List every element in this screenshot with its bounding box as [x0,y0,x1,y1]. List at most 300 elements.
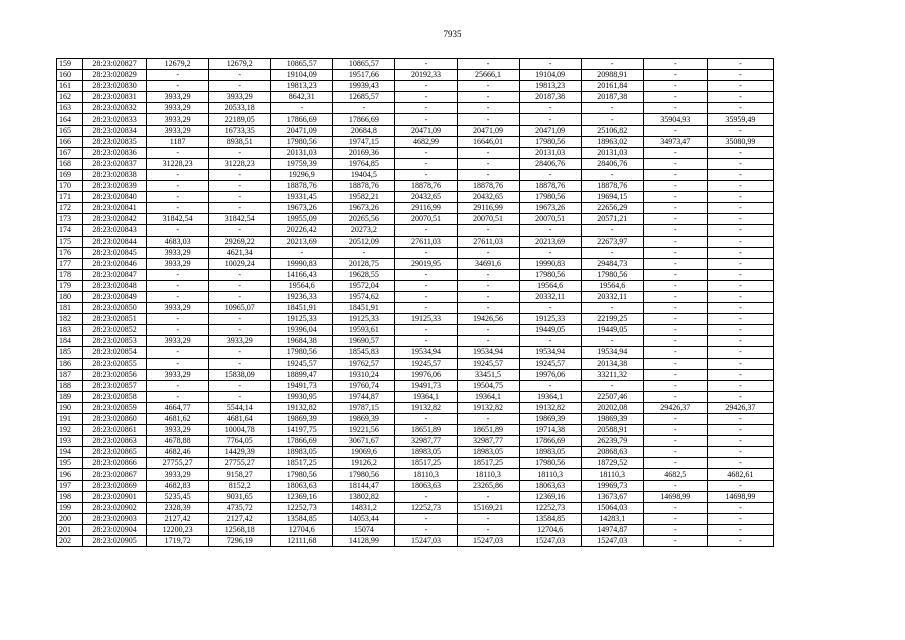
value-cell: 19930,95 [271,391,333,402]
value-cell: - [457,336,519,347]
table-row [57,447,774,458]
value-cell: 17980,56 [519,136,581,147]
value-cell: - [457,325,519,336]
value-cell: - [707,502,773,513]
value-cell: - [707,447,773,458]
table-row [57,236,774,247]
value-cell: - [643,524,707,535]
value-cell: 27755,27 [147,458,209,469]
value-cell: 18878,76 [395,181,457,192]
value-cell: 17980,56 [271,469,333,480]
value-cell: 31842,54 [209,214,271,225]
cadastral-number-cell: 28:23:020857 [83,380,147,391]
value-cell: 19869,39 [519,414,581,425]
value-cell: - [643,92,707,103]
value-cell: 20131,03 [519,147,581,158]
value-cell: 19813,23 [519,81,581,92]
value-cell: 20192,33 [395,70,457,81]
value-cell: - [707,181,773,192]
table-row [57,291,774,302]
row-number-cell: 195 [57,458,83,469]
table-row [57,414,774,425]
value-cell: - [457,59,519,70]
value-cell: - [457,524,519,535]
row-number-cell: 194 [57,447,83,458]
value-cell: 19491,73 [395,380,457,391]
value-cell: 19673,26 [333,203,395,214]
table-row [57,358,774,369]
value-cell: 18144,47 [333,480,395,491]
value-cell: 3933,29 [147,125,209,136]
value-cell: 22189,05 [209,114,271,125]
cadastral-number-cell: 28:23:020848 [83,280,147,291]
value-cell: - [643,269,707,280]
row-number-cell: 176 [57,247,83,258]
value-cell: - [643,81,707,92]
value-cell: - [147,280,209,291]
value-cell: - [707,214,773,225]
value-cell: 12679,2 [147,59,209,70]
table-row [57,169,774,180]
value-cell: - [643,247,707,258]
value-cell: - [395,325,457,336]
value-cell: 19747,15 [333,136,395,147]
value-cell: - [581,247,643,258]
value-cell: 14698,99 [707,491,773,502]
value-cell: - [147,291,209,302]
value-cell: - [707,103,773,114]
value-cell: - [707,303,773,314]
value-cell: 19628,55 [333,269,395,280]
value-cell: 20131,03 [271,147,333,158]
row-number-cell: 199 [57,502,83,513]
value-cell: - [209,314,271,325]
value-cell: 19990,83 [519,258,581,269]
table-row [57,280,774,291]
value-cell: - [707,314,773,325]
value-cell: - [707,158,773,169]
value-cell: 33211,32 [581,369,643,380]
value-cell: - [457,414,519,425]
value-cell: - [457,81,519,92]
value-cell: - [643,458,707,469]
value-cell: 19364,1 [457,391,519,402]
value-cell: 19869,39 [271,414,333,425]
value-cell: 5544,14 [209,402,271,413]
value-cell: - [581,114,643,125]
cadastral-number-cell: 28:23:020851 [83,314,147,325]
value-cell: 4681,64 [209,414,271,425]
value-cell: - [395,247,457,258]
value-cell: 29116,99 [395,203,457,214]
cadastral-number-cell: 28:23:020847 [83,269,147,280]
value-cell: 20169,36 [333,147,395,158]
value-cell: - [643,236,707,247]
value-cell: 20187,38 [519,92,581,103]
cadastral-number-cell: 28:23:020903 [83,513,147,524]
value-cell: 3933,29 [147,114,209,125]
value-cell: 12200,23 [147,524,209,535]
value-cell: - [707,458,773,469]
value-cell: 19690,57 [333,336,395,347]
value-cell: 19331,45 [271,192,333,203]
data-table [56,58,774,547]
value-cell: 29019,95 [395,258,457,269]
value-cell: 15064,03 [581,502,643,513]
value-cell: 12369,16 [519,491,581,502]
value-cell: - [707,125,773,136]
value-cell: - [643,480,707,491]
value-cell: 19517,66 [333,70,395,81]
table-row [57,269,774,280]
table-row [57,59,774,70]
row-number-cell: 187 [57,369,83,380]
value-cell: 25106,82 [581,125,643,136]
cadastral-number-cell: 28:23:020865 [83,447,147,458]
value-cell: 19364,1 [395,391,457,402]
value-cell: - [209,269,271,280]
table-row [57,402,774,413]
value-cell: 17866,69 [519,436,581,447]
value-cell: - [147,181,209,192]
value-cell: 17980,56 [271,347,333,358]
value-cell: - [581,225,643,236]
value-cell: 12111,68 [271,536,333,547]
value-cell: 34973,47 [643,136,707,147]
value-cell: 19132,82 [395,402,457,413]
value-cell: - [707,336,773,347]
value-cell: - [519,247,581,258]
value-cell: - [209,325,271,336]
value-cell: 20213,69 [271,236,333,247]
row-number-cell: 190 [57,402,83,413]
value-cell: 35904,93 [643,114,707,125]
cadastral-number-cell: 28:23:020867 [83,469,147,480]
value-cell: 12704,6 [519,524,581,535]
value-cell: 20471,09 [519,125,581,136]
row-number-cell: 171 [57,192,83,203]
value-cell: 17980,56 [271,136,333,147]
value-cell: - [707,59,773,70]
value-cell: 19449,05 [581,325,643,336]
value-cell: 9031,65 [209,491,271,502]
value-cell: - [643,536,707,547]
value-cell: 17980,56 [519,269,581,280]
value-cell: 18878,76 [519,181,581,192]
value-cell: 20588,91 [581,425,643,436]
table-row [57,458,774,469]
row-number-cell: 182 [57,314,83,325]
value-cell: - [643,436,707,447]
value-cell: - [457,513,519,524]
value-cell: 19396,04 [271,325,333,336]
row-number-cell: 184 [57,336,83,347]
value-cell: - [643,181,707,192]
value-cell: 14429,39 [209,447,271,458]
cadastral-number-cell: 28:23:020840 [83,192,147,203]
value-cell: - [643,103,707,114]
value-cell: 30671,67 [333,436,395,447]
value-cell: 19125,33 [271,314,333,325]
table-row [57,114,774,125]
value-cell: 20070,51 [457,214,519,225]
value-cell: 14698,99 [643,491,707,502]
cadastral-number-cell: 28:23:020838 [83,169,147,180]
table-row [57,92,774,103]
value-cell: - [643,391,707,402]
value-cell: - [147,147,209,158]
value-cell: 22656,29 [581,203,643,214]
cadastral-number-cell: 28:23:020845 [83,247,147,258]
table-row [57,325,774,336]
value-cell: - [581,59,643,70]
value-cell: - [643,502,707,513]
value-cell: - [643,325,707,336]
value-cell: 19364,1 [519,391,581,402]
value-cell: - [707,524,773,535]
value-cell: 3933,29 [147,425,209,436]
cadastral-number-cell: 28:23:020860 [83,414,147,425]
table-row [57,524,774,535]
value-cell: 19572,04 [333,280,395,291]
value-cell: 18063,63 [271,480,333,491]
table-row [57,103,774,114]
value-cell: - [457,269,519,280]
row-number-cell: 193 [57,436,83,447]
value-cell: 18899,47 [271,369,333,380]
value-cell: 10965,07 [209,303,271,314]
value-cell: - [395,291,457,302]
value-cell: 19869,39 [333,414,395,425]
table-row [57,536,774,547]
value-cell: - [147,203,209,214]
value-cell: - [457,147,519,158]
value-cell: 10865,57 [333,59,395,70]
value-cell: - [581,380,643,391]
value-cell: 19714,38 [519,425,581,436]
row-number-cell: 192 [57,425,83,436]
value-cell: 9158,27 [209,469,271,480]
value-cell: - [395,269,457,280]
value-cell: 19869,39 [581,414,643,425]
value-cell: - [395,336,457,347]
value-cell: 19310,24 [333,369,395,380]
value-cell: - [457,103,519,114]
cadastral-number-cell: 28:23:020829 [83,70,147,81]
value-cell: 2127,42 [147,513,209,524]
value-cell: 18983,05 [395,447,457,458]
value-cell: 20512,09 [333,236,395,247]
value-cell: 20131,03 [581,147,643,158]
value-cell: 22673,97 [581,236,643,247]
value-cell: 18517,25 [271,458,333,469]
value-cell: - [519,336,581,347]
value-cell: 12704,6 [271,524,333,535]
value-cell: - [643,59,707,70]
cadastral-number-cell: 28:23:020849 [83,291,147,302]
value-cell: 19245,57 [395,358,457,369]
value-cell: - [147,314,209,325]
value-cell: 17980,56 [519,458,581,469]
value-cell: - [395,303,457,314]
value-cell: - [707,269,773,280]
value-cell: - [395,81,457,92]
value-cell: 20134,38 [581,358,643,369]
value-cell: 20213,69 [519,236,581,247]
value-cell: 18063,63 [519,480,581,491]
table-body [57,59,774,547]
value-cell: - [581,303,643,314]
value-cell: - [643,425,707,436]
value-cell: 19069,6 [333,447,395,458]
value-cell: - [209,225,271,236]
value-cell: - [581,336,643,347]
value-cell: 7296,19 [209,536,271,547]
value-cell: 19574,62 [333,291,395,302]
value-cell: 29484,73 [581,258,643,269]
value-cell: 26239,79 [581,436,643,447]
value-cell: 20432,65 [457,192,519,203]
value-cell: 20202,08 [581,402,643,413]
value-cell: 18651,89 [457,425,519,436]
value-cell: 14197,75 [271,425,333,436]
value-cell: - [643,258,707,269]
value-cell: 18983,05 [457,447,519,458]
value-cell: 15074 [333,524,395,535]
value-cell: - [707,147,773,158]
value-cell: 19684,38 [271,336,333,347]
value-cell: - [643,369,707,380]
row-number-cell: 189 [57,391,83,402]
value-cell: 18110,3 [519,469,581,480]
value-cell: - [395,114,457,125]
value-cell: 17980,56 [581,269,643,280]
value-cell: - [643,280,707,291]
value-cell: 17866,69 [333,114,395,125]
value-cell: - [643,158,707,169]
value-cell: 19534,94 [395,347,457,358]
value-cell: 19534,94 [457,347,519,358]
row-number-cell: 179 [57,280,83,291]
value-cell: 18983,05 [519,447,581,458]
page-number: 7935 [443,29,462,39]
value-cell: - [395,169,457,180]
cadastral-number-cell: 28:23:020837 [83,158,147,169]
value-cell: 3933,29 [147,469,209,480]
value-cell: 18451,91 [333,303,395,314]
row-number-cell: 169 [57,169,83,180]
value-cell: - [707,369,773,380]
value-cell: 18878,76 [333,181,395,192]
value-cell: 20273,2 [333,225,395,236]
table-row [57,369,774,380]
table-row [57,70,774,81]
value-cell: 18545,83 [333,347,395,358]
value-cell: 14128,99 [333,536,395,547]
table-row [57,347,774,358]
value-cell: - [147,325,209,336]
row-number-cell: 181 [57,303,83,314]
value-cell: 13802,82 [333,491,395,502]
value-cell: 3933,29 [147,336,209,347]
value-cell: - [643,380,707,391]
value-cell: - [643,192,707,203]
value-cell: - [707,436,773,447]
value-cell: - [519,380,581,391]
value-cell: 19126,2 [333,458,395,469]
value-cell: 14166,43 [271,269,333,280]
value-cell: 27611,03 [457,236,519,247]
table-row [57,436,774,447]
cadastral-number-cell: 28:23:020833 [83,114,147,125]
value-cell: 14831,2 [333,502,395,513]
table-row [57,192,774,203]
value-cell: - [707,258,773,269]
value-cell: 20988,91 [581,70,643,81]
value-cell: 18110,3 [581,469,643,480]
value-cell: 2328,39 [147,502,209,513]
value-cell: - [457,92,519,103]
value-cell: - [707,192,773,203]
value-cell: - [147,269,209,280]
value-cell: 19673,26 [271,203,333,214]
value-cell: 22507,46 [581,391,643,402]
value-cell: 19787,15 [333,402,395,413]
cadastral-number-cell: 28:23:020839 [83,181,147,192]
value-cell: 20471,09 [271,125,333,136]
value-cell: - [395,158,457,169]
row-number-cell: 161 [57,81,83,92]
cadastral-number-cell: 28:23:020858 [83,391,147,402]
value-cell: - [707,513,773,524]
value-cell: 18878,76 [457,181,519,192]
value-cell: 19564,6 [271,280,333,291]
row-number-cell: 178 [57,269,83,280]
value-cell: 18063,63 [395,480,457,491]
value-cell: - [147,70,209,81]
value-cell: 29269,22 [209,236,271,247]
cadastral-number-cell: 28:23:020863 [83,436,147,447]
value-cell: 15247,03 [519,536,581,547]
cadastral-number-cell: 28:23:020844 [83,236,147,247]
value-cell: 3933,29 [147,92,209,103]
value-cell: 20161,84 [581,81,643,92]
value-cell: 31228,23 [147,158,209,169]
value-cell: 31228,23 [209,158,271,169]
value-cell: - [643,314,707,325]
row-number-cell: 170 [57,181,83,192]
row-number-cell: 183 [57,325,83,336]
value-cell: 4735,72 [209,502,271,513]
value-cell: 15247,03 [457,536,519,547]
value-cell: 31842,54 [147,214,209,225]
cadastral-number-cell: 28:23:020841 [83,203,147,214]
value-cell: - [147,169,209,180]
value-cell: 19990,83 [271,258,333,269]
table-row [57,314,774,325]
row-number-cell: 162 [57,92,83,103]
table-row [57,469,774,480]
cadastral-number-cell: 28:23:020852 [83,325,147,336]
cadastral-number-cell: 28:23:020831 [83,92,147,103]
value-cell: 19744,87 [333,391,395,402]
value-cell: 15169,21 [457,502,519,513]
value-cell: - [519,103,581,114]
value-cell: 4621,34 [209,247,271,258]
value-cell: 2127,42 [209,513,271,524]
row-number-cell: 200 [57,513,83,524]
value-cell: - [643,303,707,314]
